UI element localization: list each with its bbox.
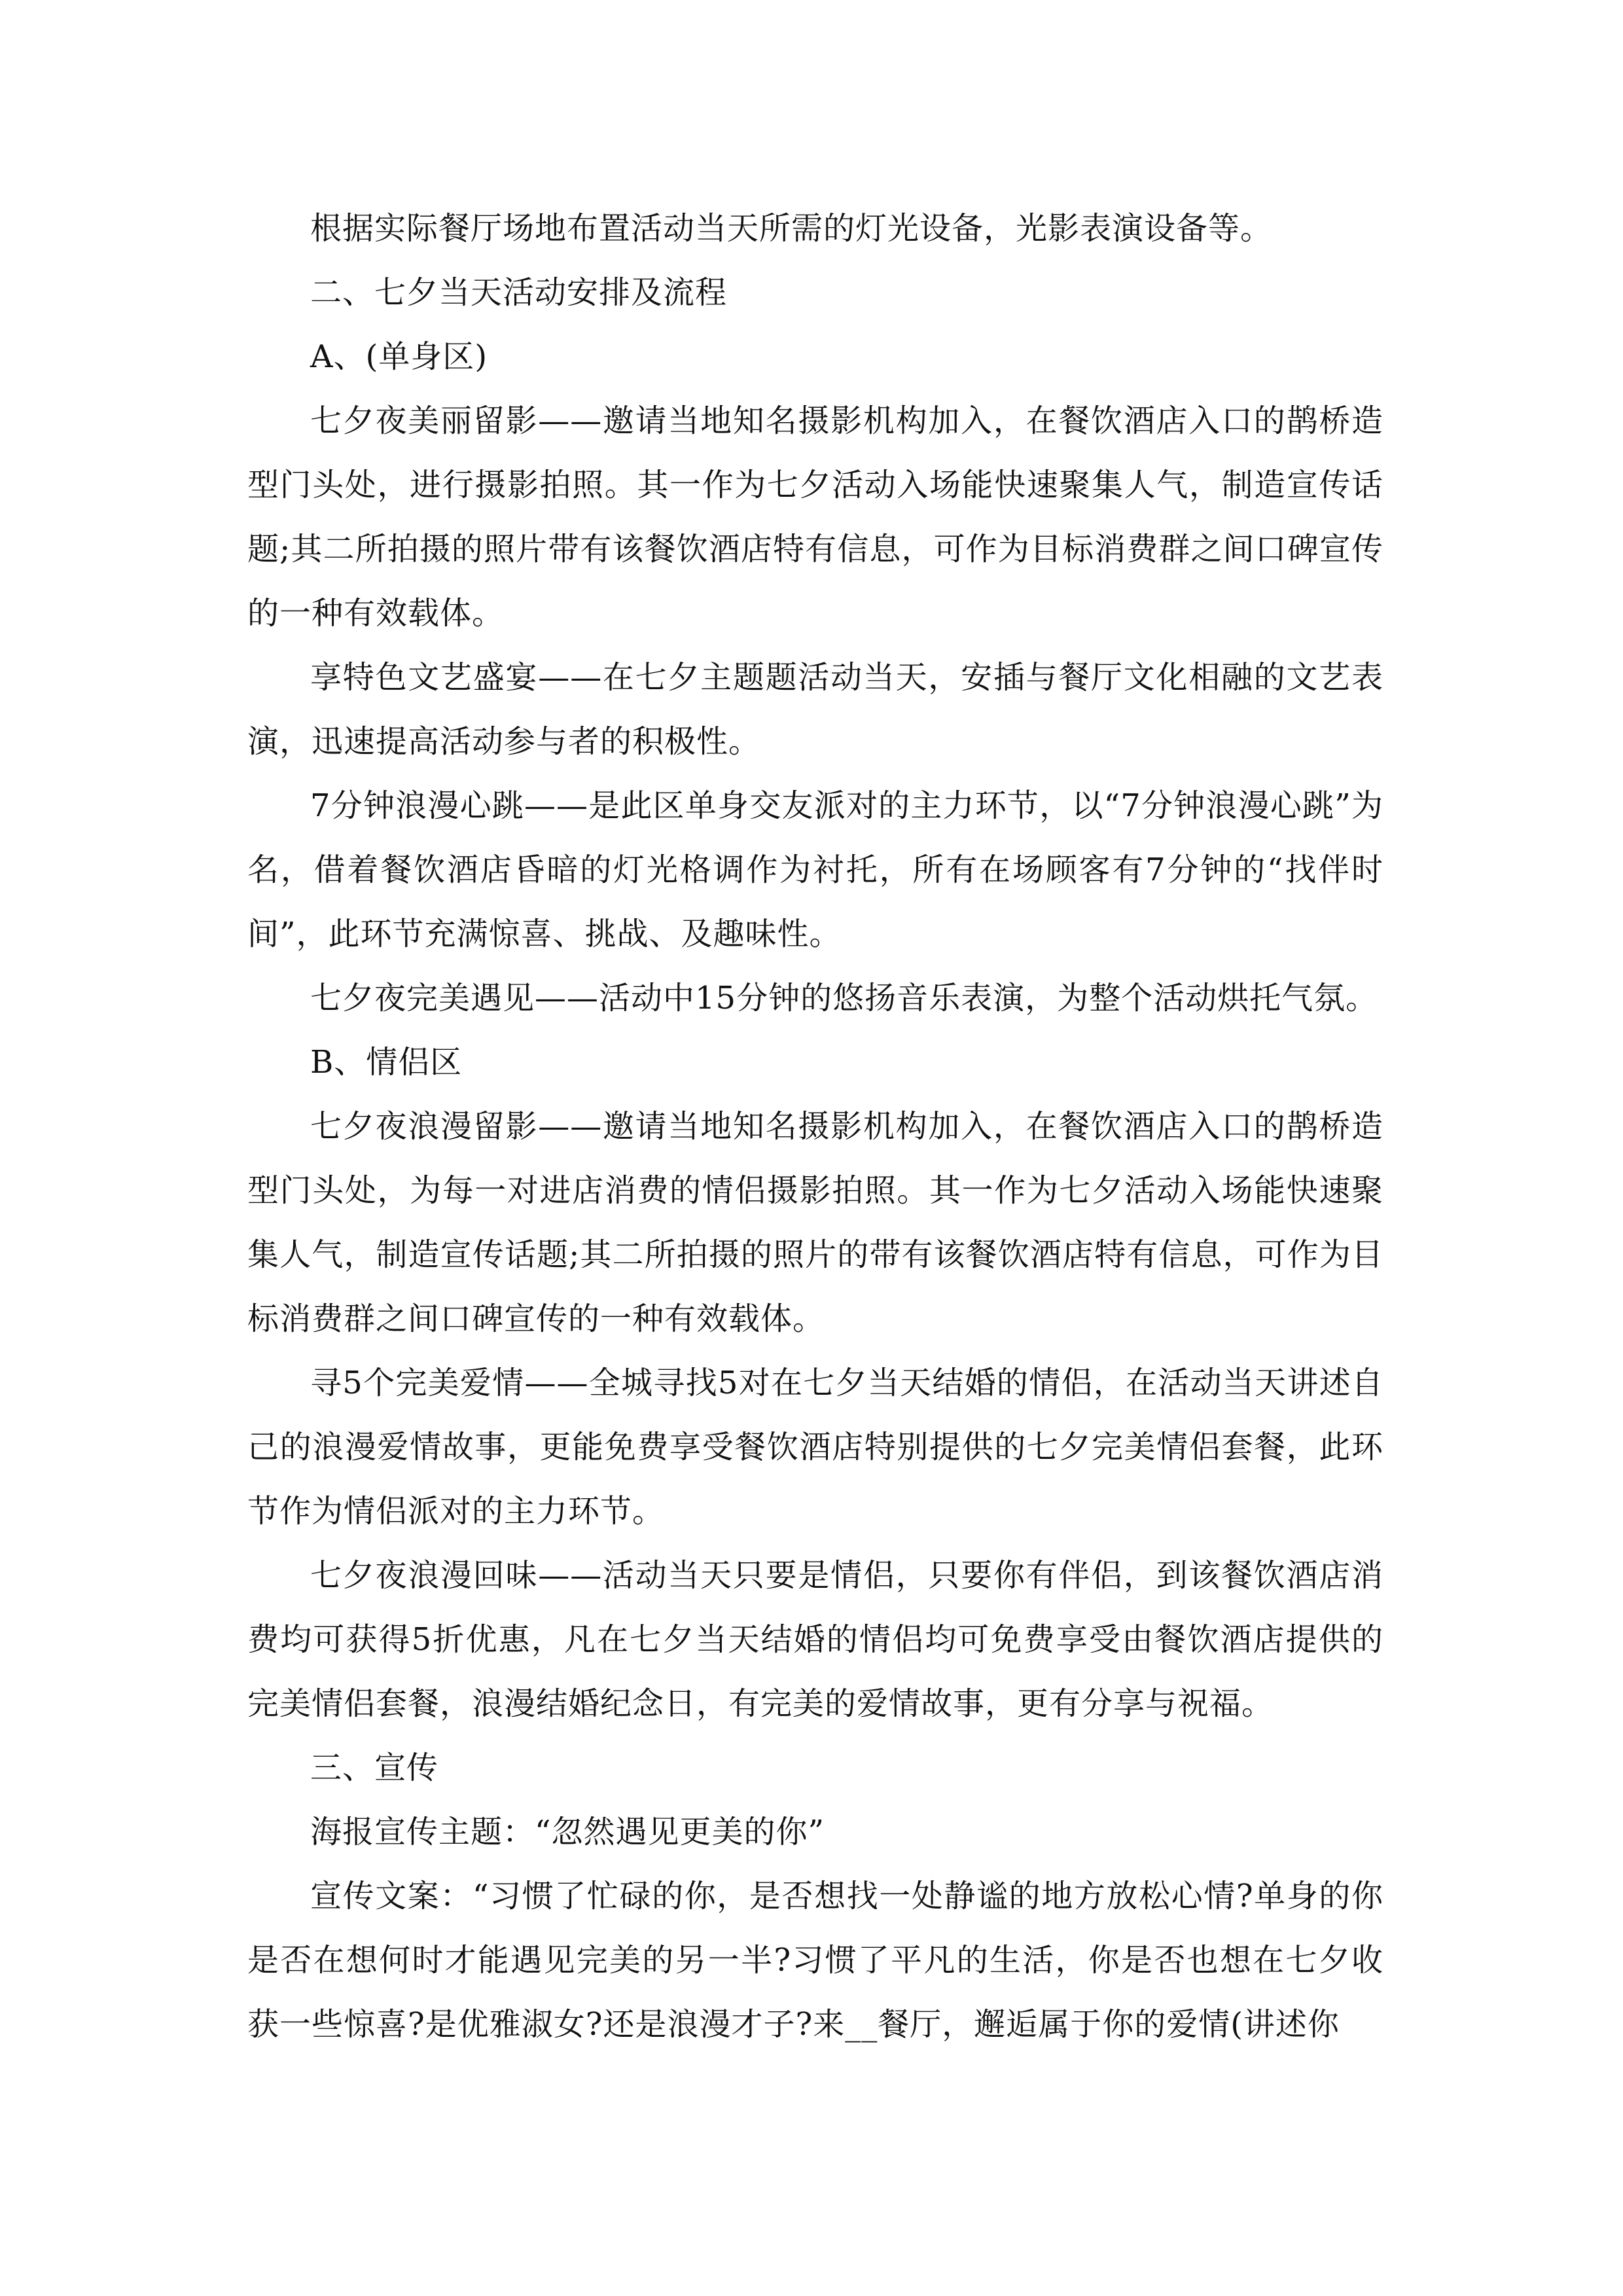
paragraph-perfect-meeting: 七夕夜完美遇见——活动中15分钟的悠扬音乐表演，为整个活动烘托气氛。 xyxy=(310,980,1378,1016)
paragraph-art-feast: 享特色文艺盛宴——在七夕主题题活动当天，安插与餐厅文化相融的文艺表演，迅速提高活动参与者的积极性。 xyxy=(247,659,1383,760)
paragraph-romantic-aftertaste: 七夕夜浪漫回味——活动当天只要是情侣，只要你有伴侣，到该餐饮酒店消费均可获得5折优惠，凡在七夕当天结婚的情侣均可免费享受由餐饮酒店提供的完美情侣套餐，浪漫结婚纪念日，有完美的爱情故事，更有分享与祝福。 xyxy=(247,1557,1383,1722)
paragraph-five-couples: 寻5个完美爱情——全城寻找5对在七夕当天结婚的情侣，在活动当天讲述自己的浪漫爱情故事，更能免费享受餐饮酒店特别提供的七夕完美情侣套餐，此环节作为情侣派对的主力环节。 xyxy=(247,1365,1383,1530)
paragraph-poster-theme: 海报宣传主题：“忽然遇见更美的你” xyxy=(310,1814,825,1850)
paragraph-promo-copy: 宣传文案：“习惯了忙碌的你，是否想找一处静谧的地方放松心情?单身的你是否在想何时才能遇见完美的另一半?习惯了平凡的生活，你是否也想在七夕收获一些惊喜?是优雅淑女?还是浪漫才子?来__餐厅，邂逅属于你的爱情(讲述你 xyxy=(247,1878,1383,2043)
paragraph-seven-minutes: 7分钟浪漫心跳——是此区单身交友派对的主力环节，以“7分钟浪漫心跳”为名，借着餐饮酒店昏暗的灯光格调作为衬托，所有在场顾客有7分钟的“找伴时间”，此环节充满惊喜、挑战、及趣味性。 xyxy=(247,787,1383,952)
subsection-heading-singles: A、(单身区) xyxy=(310,338,488,375)
paragraph-beautiful-photo: 七夕夜美丽留影——邀请当地知名摄影机构加入，在餐饮酒店入口的鹊桥造型门头处，进行摄影拍照。其一作为七夕活动入场能快速聚集人气，制造宣传话题;其二所拍摄的照片带有该餐饮酒店特有信息，可作为目标消费群之间口碑宣传的一种有效载体。 xyxy=(247,403,1383,632)
subsection-heading-couples: B、情侣区 xyxy=(310,1044,463,1081)
section-heading-schedule: 二、七夕当天活动安排及流程 xyxy=(310,274,728,311)
document-body xyxy=(247,196,1383,2056)
paragraph-romantic-photo: 七夕夜浪漫留影——邀请当地知名摄影机构加入，在餐饮酒店入口的鹊桥造型门头处，为每一对进店消费的情侣摄影拍照。其一作为七夕活动入场能快速聚集人气，制造宣传话题;其二所拍摄的照片的带有该餐饮酒店特有信息，可作为目标消费群之间口碑宣传的一种有效载体。 xyxy=(247,1108,1383,1337)
paragraph-lighting-setup: 根据实际餐厅场地布置活动当天所需的灯光设备，光影表演设备等。 xyxy=(310,210,1273,247)
section-heading-promotion: 三、宣传 xyxy=(310,1749,439,1786)
